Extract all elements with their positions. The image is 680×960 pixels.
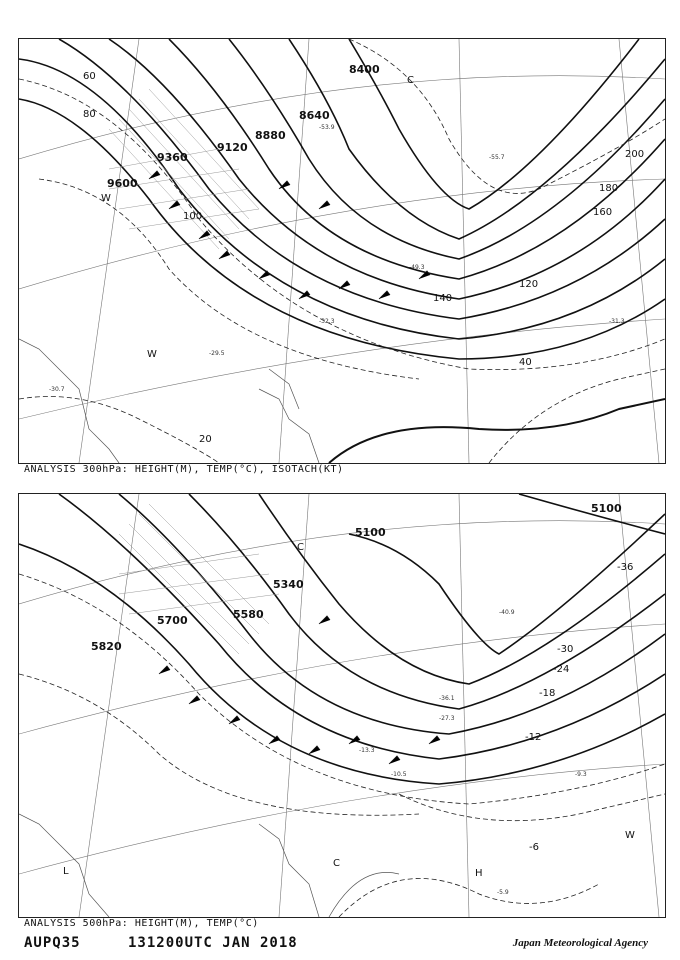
isotherm-label: -24 bbox=[553, 664, 570, 675]
isotherm-label: -12 bbox=[525, 732, 542, 743]
isotach-label: 80 bbox=[83, 109, 96, 120]
chart-id: AUPQ35 bbox=[24, 935, 81, 951]
height-label: 8400 bbox=[349, 63, 380, 76]
height-label: 5100 bbox=[591, 502, 622, 515]
isotach-label: 180 bbox=[599, 183, 619, 194]
graticule bbox=[19, 39, 665, 463]
isotach-label: 140 bbox=[433, 293, 453, 304]
height-label: 9360 bbox=[157, 151, 188, 164]
obs-value: -53.9 bbox=[319, 124, 335, 131]
map-panel-300hpa bbox=[18, 38, 666, 464]
isotach-label: 40 bbox=[519, 357, 532, 368]
isotherm-label: -6 bbox=[529, 842, 539, 853]
obs-value: -13.3 bbox=[359, 747, 375, 754]
map-500hpa-graphic bbox=[19, 494, 665, 917]
isotherm-label: -30 bbox=[557, 644, 574, 655]
height-label: 8640 bbox=[299, 109, 330, 122]
height-label: 5100 bbox=[355, 526, 386, 539]
height-label: 9120 bbox=[217, 141, 248, 154]
obs-values bbox=[319, 124, 505, 271]
coastline bbox=[19, 814, 399, 917]
warm-center-marker: W bbox=[101, 193, 111, 204]
warm-center-marker: W bbox=[147, 349, 157, 360]
height-label: 5820 bbox=[91, 640, 122, 653]
obs-value: -5.9 bbox=[497, 889, 509, 896]
obs-value: -36.1 bbox=[439, 695, 455, 702]
map-300hpa-graphic bbox=[19, 39, 665, 463]
temp-label: -32.3 bbox=[319, 318, 335, 325]
caption-300hpa: ANALYSIS 300hPa: HEIGHT(M), TEMP(°C), ISOTACH(KT) bbox=[24, 464, 344, 475]
isotherm-contours bbox=[19, 574, 665, 917]
map-panel-500hpa bbox=[18, 493, 666, 918]
obs-value: -40.9 bbox=[499, 609, 515, 616]
temp-label: -30.7 bbox=[49, 386, 65, 393]
temp-label: -29.5 bbox=[209, 350, 225, 357]
high-center-marker: H bbox=[475, 868, 483, 879]
graticule bbox=[19, 494, 665, 917]
height-label: 5340 bbox=[273, 578, 304, 591]
isotach-label: 20 bbox=[199, 434, 212, 445]
height-contours bbox=[19, 494, 665, 784]
coastline bbox=[19, 339, 319, 463]
isotach-label: 100 bbox=[183, 211, 203, 222]
temp-label: -31.3 bbox=[609, 318, 625, 325]
obs-value: -9.3 bbox=[575, 771, 587, 778]
obs-value: -55.7 bbox=[489, 154, 505, 161]
valid-time: 131200UTC JAN 2018 bbox=[128, 935, 298, 951]
height-label: 5580 bbox=[233, 608, 264, 621]
height-label: 8880 bbox=[255, 129, 286, 142]
height-label: 5700 bbox=[157, 614, 188, 627]
wind-barbs bbox=[159, 616, 440, 764]
cold-center-marker: C bbox=[333, 858, 340, 869]
isotach-label: 200 bbox=[625, 149, 645, 160]
height-contours bbox=[19, 39, 665, 359]
isotach-label: 60 bbox=[83, 71, 96, 82]
obs-value: -10.5 bbox=[391, 771, 407, 778]
height-label: 9600 bbox=[107, 177, 138, 190]
isotherm-label: -18 bbox=[539, 688, 556, 699]
low-center-marker: L bbox=[63, 866, 69, 877]
isotherm-contours bbox=[19, 39, 665, 463]
wind-barbs bbox=[149, 171, 430, 299]
isotach-label: 160 bbox=[593, 207, 613, 218]
agency-credit: Japan Meteorological Agency bbox=[512, 937, 648, 949]
cold-center-marker: C bbox=[407, 75, 414, 86]
isotach-label: 120 bbox=[519, 279, 539, 290]
isotherm-label: -36 bbox=[617, 562, 634, 573]
warm-center-marker: W bbox=[625, 830, 635, 841]
wind-hatching bbox=[119, 504, 279, 654]
obs-value: -27.3 bbox=[439, 715, 455, 722]
obs-value: -49.3 bbox=[409, 264, 425, 271]
caption-500hpa: ANALYSIS 500hPa: HEIGHT(M), TEMP(°C) bbox=[24, 918, 259, 929]
cold-center-marker: C bbox=[297, 542, 304, 553]
wind-hatching bbox=[109, 89, 259, 249]
